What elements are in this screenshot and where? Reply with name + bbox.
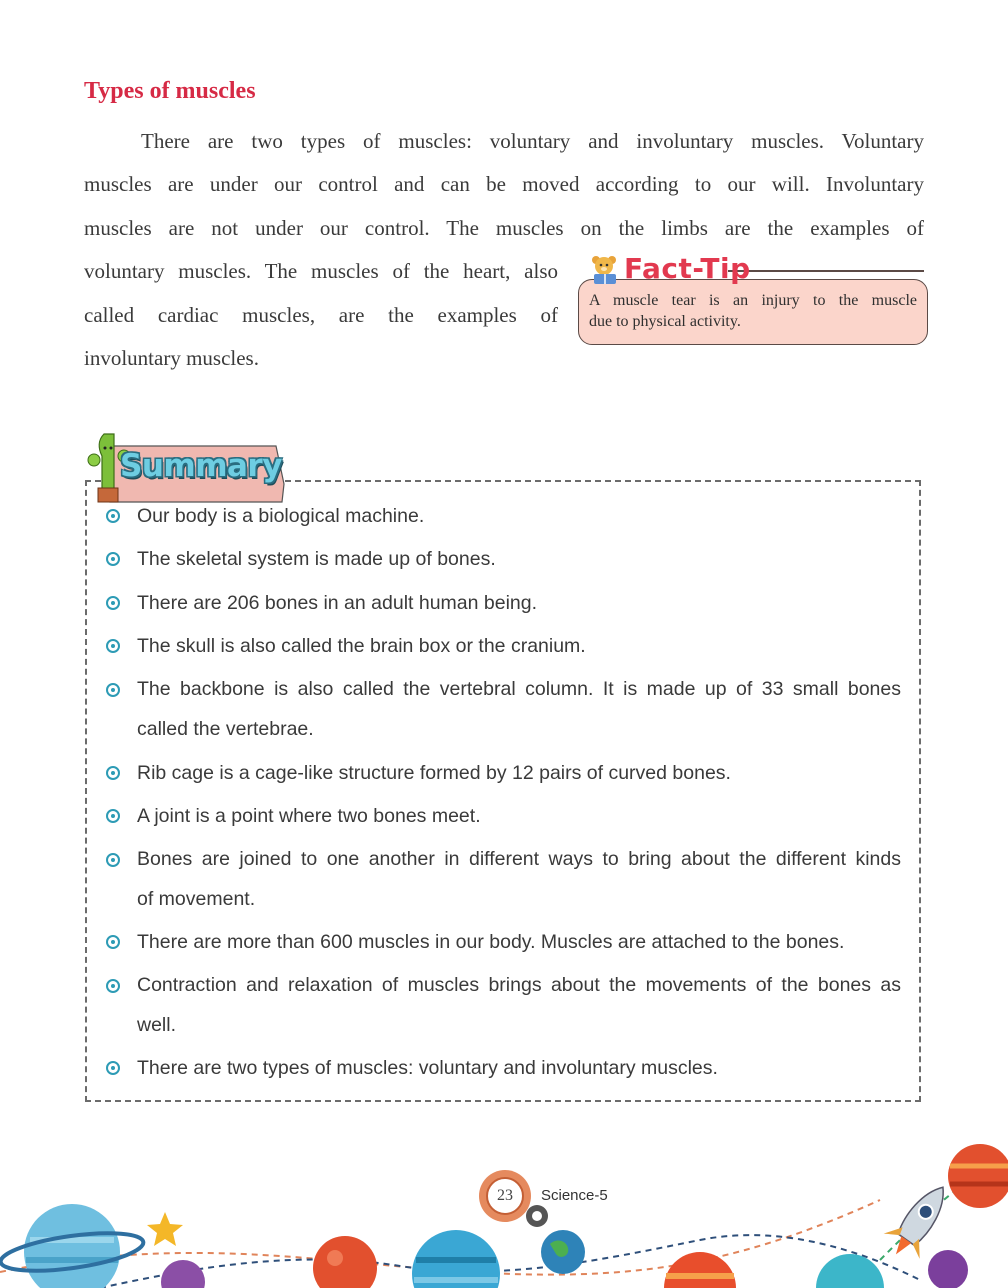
summary-item: A joint is a point where two bones meet. xyxy=(137,805,481,827)
bullet-icon xyxy=(106,509,120,523)
paragraph-line: voluntary muscles. The muscles of the heart, also xyxy=(84,259,558,283)
summary-item: The backbone is also called the vertebral column. It is made up of 33 small bones xyxy=(137,678,901,700)
bear-reading-icon xyxy=(588,254,624,286)
summary-item-continuation: of movement. xyxy=(137,888,256,910)
summary-item-continuation: well. xyxy=(137,1014,177,1036)
paragraph-line: muscles are under our control and can be moved according to our will. Involuntary xyxy=(84,172,924,196)
bullet-icon xyxy=(106,853,120,867)
bullet-icon xyxy=(106,552,120,566)
paragraph-line: There are two types of muscles: voluntary and involuntary muscles. Voluntary xyxy=(141,129,924,153)
summary-item: Our body is a biological machine. xyxy=(137,505,425,527)
summary-item: The skeletal system is made up of bones. xyxy=(137,548,496,570)
page-number: 23 xyxy=(497,1187,513,1204)
summary-item: There are more than 600 muscles in our body. Muscles are attached to the bones. xyxy=(137,931,845,953)
summary-item: There are 206 bones in an adult human being. xyxy=(137,592,538,614)
bullet-icon xyxy=(106,1061,120,1075)
bullet-icon xyxy=(106,809,120,823)
fact-tip-text-line: A muscle tear is an injury to the muscle xyxy=(589,292,917,309)
bullet-icon xyxy=(106,979,120,993)
book-name: Science-5 xyxy=(541,1187,608,1204)
summary-item: Bones are joined to one another in different ways to bring about the different kinds xyxy=(137,848,901,870)
fact-tip-text-line: due to physical activity. xyxy=(589,313,741,330)
bullet-icon xyxy=(106,766,120,780)
fact-tip-box xyxy=(578,279,928,345)
fact-tip-rule xyxy=(728,270,924,272)
paragraph-line: muscles are not under our control. The muscles on the limbs are the examples of xyxy=(84,216,924,240)
summary-item: Contraction and relaxation of muscles brings about the movements of the bones as xyxy=(137,974,901,996)
bullet-icon xyxy=(106,935,120,949)
summary-item-continuation: called the vertebrae. xyxy=(137,718,314,740)
summary-item: The skull is also called the brain box or the cranium. xyxy=(137,635,586,657)
bullet-icon xyxy=(106,683,120,697)
bullet-icon xyxy=(106,596,120,610)
summary-box xyxy=(85,480,921,1102)
section-title: Types of muscles xyxy=(84,78,256,104)
summary-title: Summary xyxy=(120,448,282,484)
fact-tip-title: Fact-Tip xyxy=(624,252,751,285)
paragraph-line: involuntary muscles. xyxy=(84,346,259,370)
paragraph-line: called cardiac muscles, are the examples of xyxy=(84,303,558,327)
bullet-icon xyxy=(106,639,120,653)
fact-tip xyxy=(578,254,928,346)
summary-item: There are two types of muscles: voluntary and involuntary muscles. xyxy=(137,1057,718,1079)
summary-item: Rib cage is a cage-like structure formed by 12 pairs of curved bones. xyxy=(137,762,731,784)
